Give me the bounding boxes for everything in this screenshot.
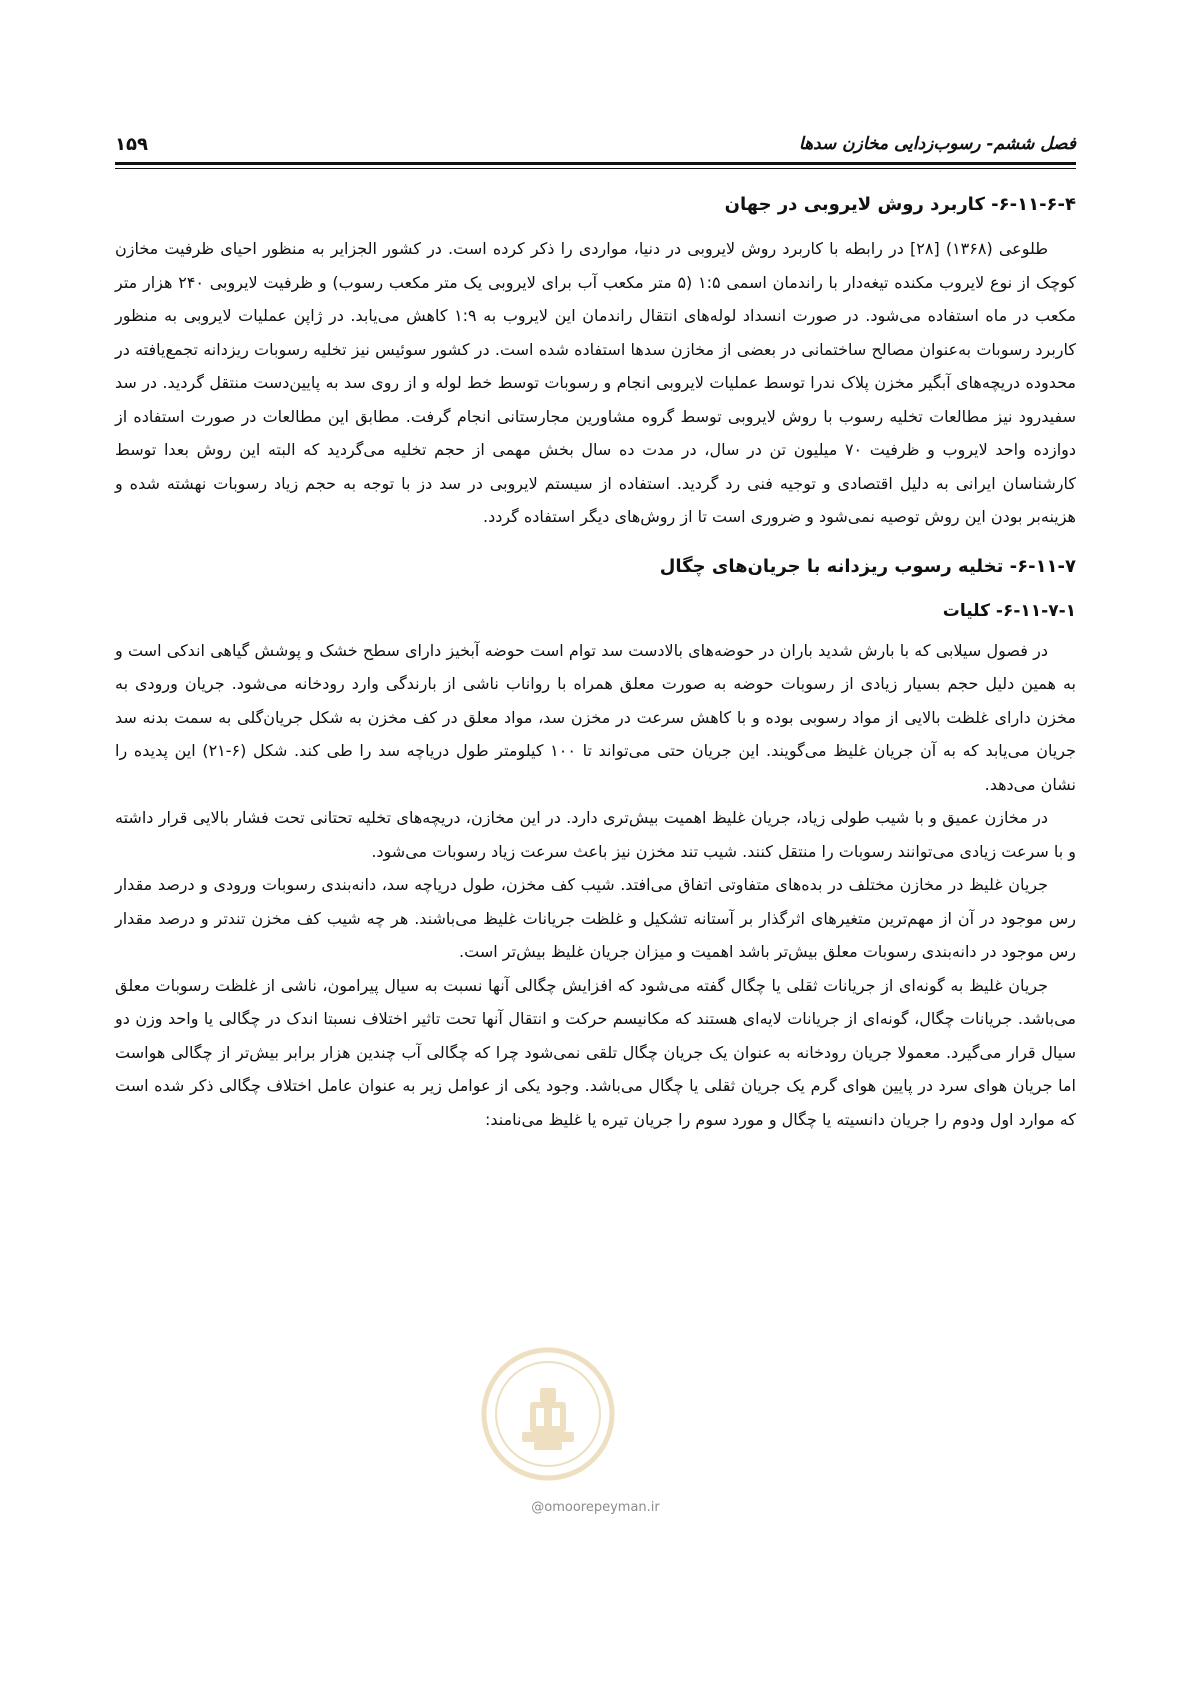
section-heading-density-currents: ۶-۱۱-۷- تخلیه رسوب ریزدانه با جریان‌های چگال [659,555,1076,577]
header-rule-thin [115,168,1076,169]
section-heading-dredging-world: ۶-۱۱-۶-۴- کاربرد روش لایروبی در جهان [724,194,1076,215]
watermark-site-text: @omoorepeyman.ir [531,1500,660,1515]
watermark-logo-icon [478,1344,618,1484]
chapter-title: فصل ششم- رسوب‌زدایی مخازن سدها [798,134,1076,154]
paragraph-flood-seasons: در فصول سیلابی که با بارش شدید باران در حوضه‌های بالادست سد توام است حوضه آبخیز دارای سطح خشک و پوشش گیاهی اندکی است و به همین دلیل حجم بسیار زیادی از رسوبات حوضه به صورت معلق همراه با رواناب ناشی از بارندگی وارد رودخانه می‌شود. جریان ورودی به مخزن دارای غلظت بالایی از مواد رسوبی بوده و با کاهش سرعت در مخزن سد، مواد معلق در کف مخزن به شکل جریان‌گلی به سمت بدنه سد جریان می‌یابد که به آن جریان غلیظ می‌گویند. این جریان حتی می‌تواند تا ۱۰۰ کیلومتر طول دریاچه سد را طی کند. شکل (۶-۲۱) این پدیده را نشان می‌دهد. [115,640,1076,794]
paragraph-turbidity-discharge: جریان غلیظ در مخازن مختلف در بده‌های متفاوتی اتفاق می‌افتد. شیب کف مخزن، طول دریاچه سد، دانه‌بندی رسوبات ورودی و درصد مقدار رس موجود در آن از مهم‌ترین متغیرهای اثرگذار بر آستانه تشکیل و غلظت جریانات غلیظ می‌باشند. هر چه شیب کف مخزن تندتر و درصد مقدار رس موجود در دانه‌بندی رسوبات معلق بیش‌تر باشد اهمیت و میزان جریان غلیظ بیش‌تر است. [115,875,1076,961]
page-number: ۱۵۹ [115,134,148,155]
paragraph-gravity-currents: جریان غلیظ به گونه‌ای از جریانات ثقلی یا چگال گفته می‌شود که افزایش چگالی آنها نسبت به سیال پیرامون، ناشی از غلظت رسوبات معلق می‌باشد. جریانات چگال، گونه‌ای از جریانات لایه‌ای هستند که مکانیسم حرکت و انتقال آنها تحت تاثیر اختلاف نسبتا اندک در چگالی یا واحد وزن دو سیال قرار می‌گیرد. معمولا جریان رودخانه به عنوان یک جریان چگال تلقی نمی‌شود چرا که چگالی آب چندین هزار برابر بیش‌تر از چگالی هواست اما جریان هوای سرد در پایین هوای گرم یک جریان ثقلی یا چگال می‌باشد. وجود یکی از عوامل زیر به عنوان عامل اختلاف چگالی ذکر شده است که موارد اول ودوم را جریان دانسیته یا چگال و مورد سوم را جریان تیره یا غلیظ می‌نامند: [115,975,1076,1129]
paragraph-deep-reservoirs: در مخازن عمیق و با شیب طولی زیاد، جریان غلیظ اهمیت بیش‌تری دارد. در این مخازن، دریچه‌های تخلیه تحتانی تحت فشار بالایی قرار داشته و با سرعت زیادی می‌توانند رسوبات را منتقل کنند. شیب تند مخزن نیز باعث سرعت زیاد رسوبات می‌شود. [115,808,1076,861]
paragraph-dredging: طلوعی (۱۳۶۸) [۲۸] در رابطه با کاربرد روش لایروبی در دنیا، مواردی را ذکر کرده است. در کشور الجزایر به منظور احیای ظرفیت مخازن کوچک از نوع لایروب مکنده تیغه‌دار با راندمان اسمی ۱:۵ (۵ متر مکعب آب برای لایروبی یک متر مکعب رسوب) و ظرفیت لایروبی ۲۴۰ هزار متر مکعب در ماه استفاده می‌شود. در صورت انسداد لوله‌های انتقال راندمان این لایروب به ۱:۹ کاهش می‌یابد. در ژاپن عملیات لایروبی به منظور کاربرد رسوبات به‌عنوان مصالح ساختمانی در بعضی از مخازن سدها استفاده شده است. در کشور سوئیس نیز تخلیه رسوبات ریزدانه تجمع‌یافته در محدوده دریچه‌های آبگیر مخزن پلاک ندرا توسط عملیات لایروبی انجام و رسوبات توسط خط لوله و از روی سد به پایین‌دست منتقل گردید. در سد سفیدرود نیز مطالعات تخلیه رسوب با روش لایروبی توسط گروه مشاورین مجارستانی انجام گرفت. مطابق این مطالعات در صورت استفاده از دوازده واحد لایروب و ظرفیت ۷۰ میلیون تن در سال، در مدت ده سال بخش مهمی از حجم تخلیه می‌گردید که البته این روش بعدا توسط کارشناسان ایرانی به دلیل اقتصادی و توجیه فنی رد گردید. استفاده از سیستم لایروبی در سد دز با توجه به حجم زیاد رسوبات نهشته شده و هزینه‌بر بودن این روش توصیه نمی‌شود و ضروری است تا از روش‌های دیگر استفاده گردد. [115,239,1077,526]
header-rule-thick [115,162,1076,165]
subsection-heading-generalities: ۶-۱۱-۷-۱- کلیات [942,600,1076,621]
page-header [115,126,1076,162]
page-body [115,186,1076,1136]
